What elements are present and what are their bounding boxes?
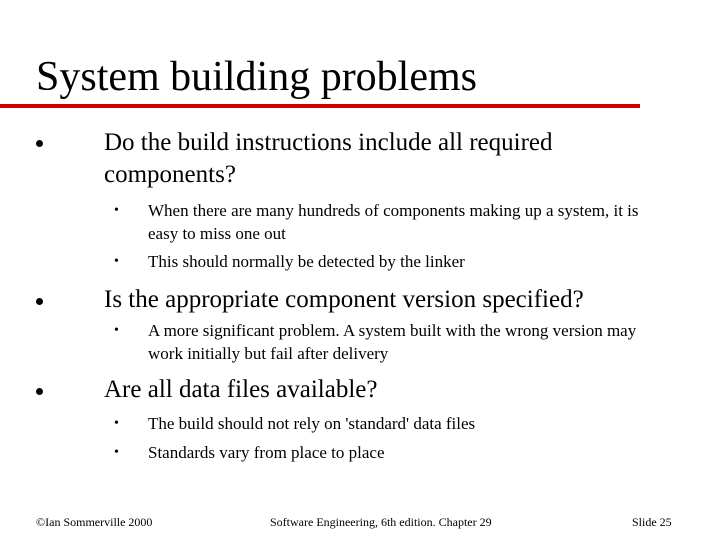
sub-bullet-icon: • xyxy=(114,445,119,460)
sub-bullet-item: The build should not rely on 'standard' data files xyxy=(148,414,476,433)
bullet-dot-icon xyxy=(36,298,43,305)
sub-bullet-icon: • xyxy=(114,203,119,218)
title-underline xyxy=(0,104,640,108)
sub-bullet-item: A more significant problem. A system built with the wrong version may work initially but fail after delivery xyxy=(148,321,637,363)
slide-title: System building problems xyxy=(36,54,477,100)
sub-bullet-item: This should normally be detected by the linker xyxy=(148,252,465,271)
footer-copyright: ©Ian Sommerville 2000 xyxy=(36,515,153,529)
sub-bullet-item: When there are many hundreds of components making up a system, it is easy to miss one out xyxy=(148,201,639,243)
bullet-dot-icon xyxy=(36,388,43,395)
bullet-item: Is the appropriate component version specified? xyxy=(104,286,584,313)
footer-slide-number: Slide 25 xyxy=(632,515,672,529)
sub-bullet-icon: • xyxy=(114,323,119,338)
bullet-dot-icon xyxy=(36,140,43,147)
footer-book-title: Software Engineering, 6th edition. Chapter 29 xyxy=(270,515,492,529)
bullet-item: Do the build instructions include all required components? xyxy=(104,129,553,188)
sub-bullet-icon: • xyxy=(114,416,119,431)
sub-bullet-item: Standards vary from place to place xyxy=(148,443,385,462)
bullet-item: Are all data files available? xyxy=(104,376,378,403)
sub-bullet-icon: • xyxy=(114,254,119,269)
